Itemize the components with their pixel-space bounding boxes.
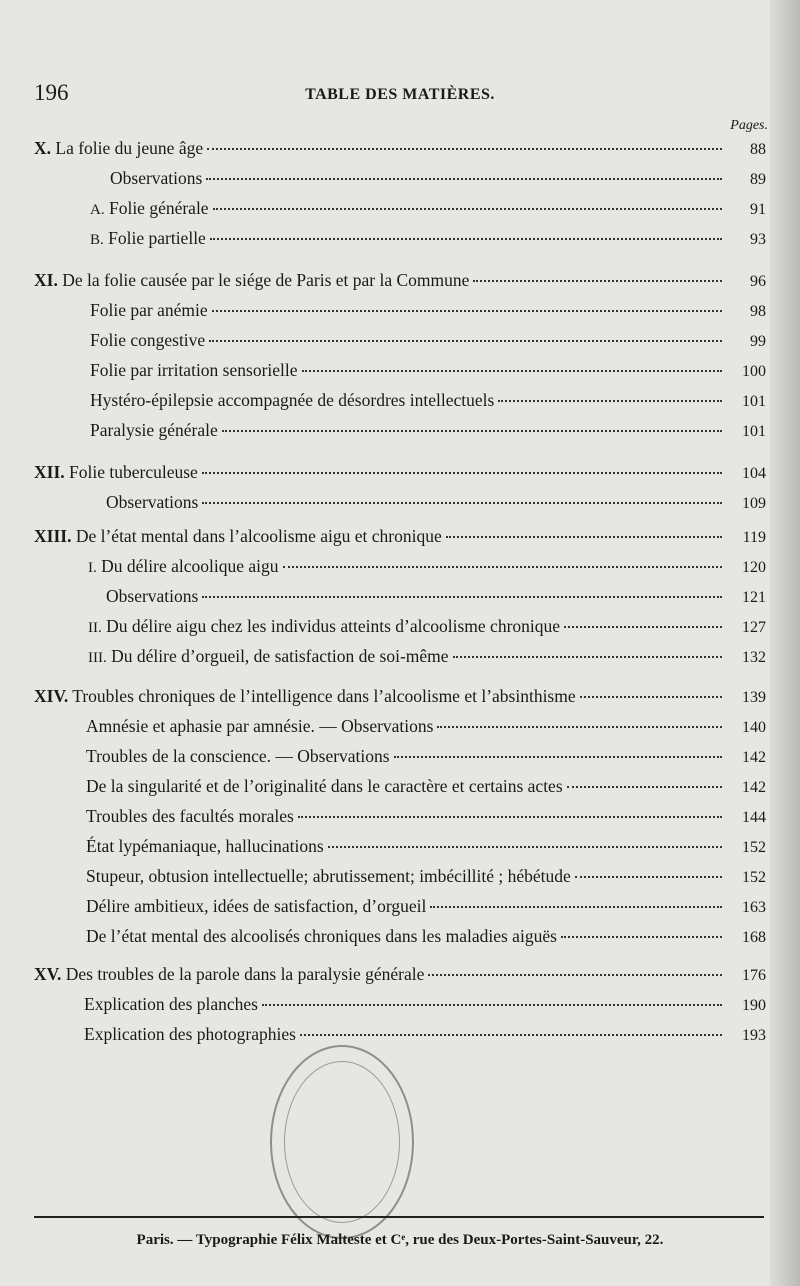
entry-title: Troubles chroniques de l’intelligence dans l’alcoolisme et l’absinthisme <box>72 686 576 706</box>
dot-leader <box>262 1004 722 1006</box>
entry-title: Folie par anémie <box>90 300 208 320</box>
toc-entry <box>90 198 766 219</box>
chapter-number: XIII. <box>34 526 72 546</box>
dot-leader <box>302 370 722 372</box>
page-ref: 101 <box>742 393 766 410</box>
page-ref: 91 <box>750 201 766 218</box>
footer-rule <box>34 1216 764 1218</box>
dot-leader <box>437 726 722 728</box>
toc-entry <box>34 686 766 707</box>
printer-imprint: Paris. — Typographie Félix Malteste et Cᵉ, rue des Deux-Portes-Saint-Sauveur, 22. <box>136 1232 664 1248</box>
page-ref: 89 <box>750 171 766 188</box>
section-numeral: III. <box>88 650 107 666</box>
dot-leader <box>453 656 722 658</box>
pages-column-label: Pages. <box>730 118 768 133</box>
dot-leader <box>283 566 723 568</box>
page-ref: 120 <box>742 559 766 576</box>
library-stamp-inner-ring <box>284 1061 400 1223</box>
dot-leader <box>567 786 722 788</box>
dot-leader <box>202 596 722 598</box>
page-ref: 101 <box>742 423 766 440</box>
page-ref: 121 <box>742 589 766 606</box>
entry-title: Paralysie générale <box>90 420 218 440</box>
entry-title: Troubles des facultés morales <box>86 806 294 826</box>
page-ref: 119 <box>742 529 766 546</box>
entry-title: Amnésie et aphasie par amnésie. — Observations <box>86 716 434 736</box>
page-ref: 142 <box>742 779 766 796</box>
entry-title: Folie congestive <box>90 330 206 350</box>
dot-leader <box>206 178 722 180</box>
page-ref: 142 <box>742 749 766 766</box>
toc-entry <box>34 964 766 985</box>
entry-title: La folie du jeune âge <box>55 138 204 158</box>
dot-leader <box>298 816 722 818</box>
entry-title: Observations <box>110 168 203 188</box>
section-letter: A. <box>90 202 105 218</box>
section-numeral: I. <box>88 560 97 576</box>
entry-title: De la singularité et de l’originalité dans le caractère et certains actes <box>86 776 563 796</box>
entry-title: De l’état mental dans l’alcoolisme aigu et chronique <box>75 526 442 546</box>
dot-leader <box>394 756 722 758</box>
entry-title: Du délire aigu chez les individus atteints d’alcoolisme chronique <box>106 616 561 636</box>
toc-entry <box>88 616 766 637</box>
page-ref: 139 <box>742 689 766 706</box>
toc-entry <box>34 270 766 291</box>
dot-leader <box>212 310 722 312</box>
chapter-number: XII. <box>34 462 65 482</box>
toc-entry <box>86 836 766 857</box>
dot-leader <box>564 626 722 628</box>
dot-leader <box>430 906 722 908</box>
entry-title: Observations <box>106 586 199 606</box>
toc-entry <box>90 420 766 441</box>
entry-title: Stupeur, obtusion intellectuelle; abrutissement; imbécillité ; hébétude <box>86 866 571 886</box>
page-ref: 176 <box>742 967 766 984</box>
toc-entry <box>90 330 766 351</box>
page-ref: 140 <box>742 719 766 736</box>
dot-leader <box>202 502 722 504</box>
dot-leader <box>210 238 722 240</box>
entry-title: Du délire d’orgueil, de satisfaction de soi-même <box>111 646 449 666</box>
toc-entry <box>86 926 766 947</box>
entry-title: Des troubles de la parole dans la paralysie générale <box>65 964 425 984</box>
page-ref: 109 <box>742 495 766 512</box>
dot-leader <box>446 536 722 538</box>
entry-title: Hystéro-épilepsie accompagnée de désordres intellectuels <box>90 390 495 410</box>
dot-leader <box>328 846 722 848</box>
page-ref: 88 <box>750 141 766 158</box>
toc-entry <box>90 360 766 381</box>
dot-leader <box>207 148 722 150</box>
toc-entry <box>106 492 766 513</box>
library-stamp <box>270 1045 414 1239</box>
page-ref: 127 <box>742 619 766 636</box>
page-ref: 132 <box>742 649 766 666</box>
page-edge <box>770 0 800 1286</box>
entry-title: État lypémaniaque, hallucinations <box>86 836 324 856</box>
section-letter: B. <box>90 232 104 248</box>
toc-entry <box>84 994 766 1015</box>
toc-entry <box>86 716 766 737</box>
chapter-number: XV. <box>34 964 62 984</box>
toc-entry <box>90 300 766 321</box>
toc-entry <box>106 586 766 607</box>
page-ref: 100 <box>742 363 766 380</box>
toc-entry <box>86 866 766 887</box>
page-ref: 190 <box>742 997 766 1014</box>
page-ref: 98 <box>750 303 766 320</box>
toc-entry <box>86 896 766 917</box>
dot-leader <box>580 696 722 698</box>
dot-leader <box>575 876 722 878</box>
dot-leader <box>202 472 722 474</box>
toc-entry <box>88 556 766 577</box>
entry-title: Délire ambitieux, idées de satisfaction, d’orgueil <box>86 896 427 916</box>
entry-title: Folie générale <box>108 198 209 218</box>
entry-title: Folie par irritation sensorielle <box>90 360 298 380</box>
dot-leader <box>209 340 722 342</box>
toc-entry <box>86 806 766 827</box>
toc-entry <box>90 390 766 411</box>
chapter-number: X. <box>34 138 52 158</box>
toc-entry <box>90 228 766 249</box>
toc-entry <box>86 746 766 767</box>
entry-title: De la folie causée par le siége de Paris et par la Commune <box>62 270 470 290</box>
toc-entry <box>34 462 766 483</box>
page-ref: 163 <box>742 899 766 916</box>
page-ref: 93 <box>750 231 766 248</box>
toc-entry <box>34 138 766 159</box>
page-ref: 152 <box>742 869 766 886</box>
dot-leader <box>561 936 722 938</box>
toc-entry <box>110 168 766 189</box>
toc-entry <box>86 776 766 797</box>
dot-leader <box>213 208 722 210</box>
entry-title: Du délire alcoolique aigu <box>101 556 279 576</box>
page-number: 196 <box>34 80 69 105</box>
entry-title: De l’état mental des alcoolisés chroniques dans les maladies aiguës <box>86 926 557 946</box>
page-ref: 96 <box>750 273 766 290</box>
entry-title: Troubles de la conscience. — Observations <box>86 746 390 766</box>
dot-leader <box>222 430 722 432</box>
section-numeral: II. <box>88 620 102 636</box>
chapter-number: XI. <box>34 270 58 290</box>
toc-entry <box>84 1024 766 1045</box>
page-ref: 193 <box>742 1027 766 1044</box>
page-ref: 104 <box>742 465 766 482</box>
page-ref: 152 <box>742 839 766 856</box>
entry-title: Explication des planches <box>84 994 258 1014</box>
dot-leader <box>498 400 722 402</box>
page-ref: 168 <box>742 929 766 946</box>
page-title: TABLE DES MATIÈRES. <box>305 86 495 103</box>
page-ref: 99 <box>750 333 766 350</box>
page-ref: 144 <box>742 809 766 826</box>
entry-title: Folie partielle <box>108 228 206 248</box>
entry-title: Observations <box>106 492 199 512</box>
entry-title: Explication des photographies <box>84 1024 296 1044</box>
dot-leader <box>428 974 722 976</box>
dot-leader <box>473 280 722 282</box>
dot-leader <box>300 1034 722 1036</box>
toc-entry <box>88 646 766 667</box>
entry-title: Folie tuberculeuse <box>69 462 198 482</box>
chapter-number: XIV. <box>34 686 69 706</box>
toc-entry <box>34 526 766 547</box>
